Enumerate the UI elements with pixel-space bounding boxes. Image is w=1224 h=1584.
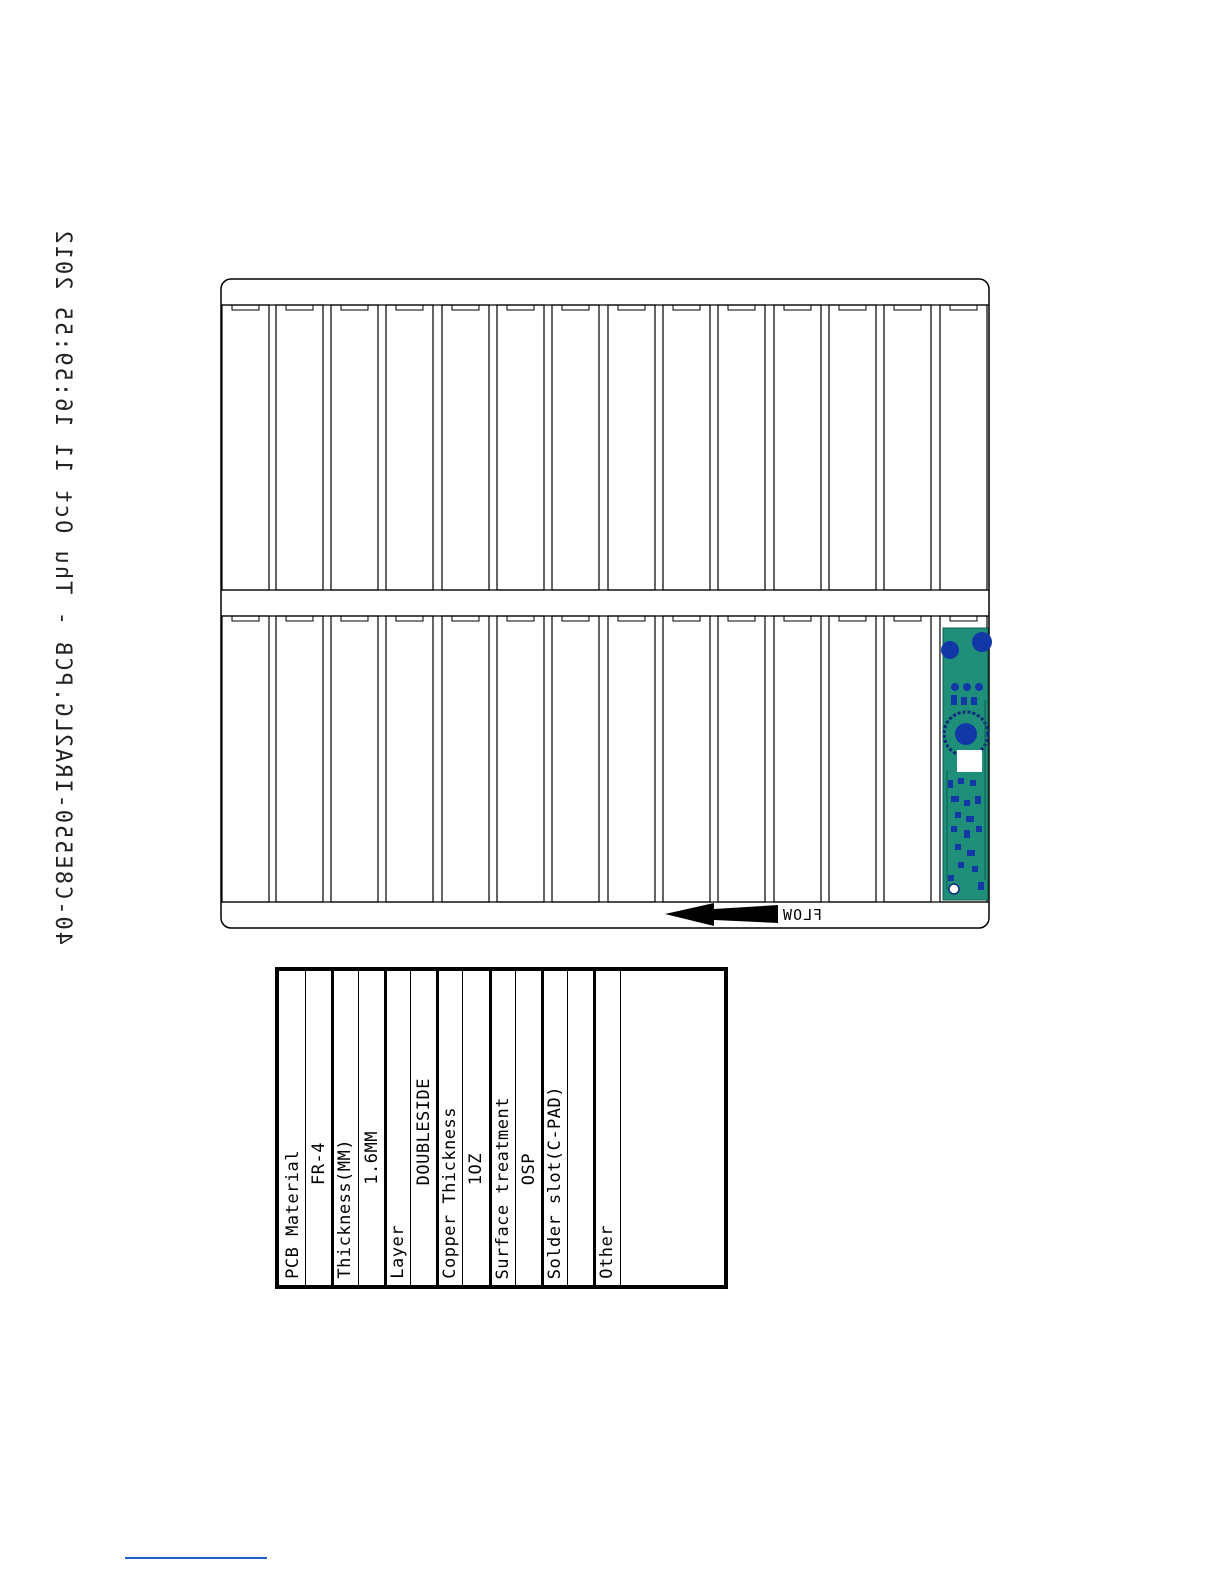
pcb-spec-table <box>275 967 728 1289</box>
spec-value-cell <box>410 971 439 1285</box>
mounting-pad-left <box>941 641 959 659</box>
flow-label: FLOW <box>782 906 823 924</box>
side-label: 40-C8E550-IRA2LG.PCB - Thu Oct 11 16:59:55 2012 <box>50 228 75 945</box>
spec-label-cell <box>593 971 620 1285</box>
mounting-pad-right <box>972 632 992 652</box>
spec-value-cell <box>515 971 544 1285</box>
spec-label-cell <box>436 971 463 1285</box>
spec-value: FR-4 <box>309 1142 330 1185</box>
spec-label: Copper Thickness <box>440 1107 461 1279</box>
spec-label: Other <box>597 1225 618 1279</box>
spec-value-cell <box>305 971 334 1285</box>
spec-label-cell <box>489 971 516 1285</box>
spec-value-cell <box>358 971 387 1285</box>
spec-label-cell <box>331 971 358 1285</box>
spec-value: 1OZ <box>466 1152 487 1185</box>
bottom-link-line <box>125 1557 267 1559</box>
spec-label-cell <box>384 971 411 1285</box>
spec-label-cell <box>541 971 568 1285</box>
spec-label-cell <box>279 971 306 1285</box>
spec-value: OSP <box>518 1152 539 1185</box>
spec-value: 1.6MM <box>361 1131 382 1185</box>
spec-value-cell <box>567 971 596 1285</box>
spec-label: Solder slot(C-PAD) <box>545 1085 565 1279</box>
panel-outline <box>221 279 989 928</box>
spec-value-cell <box>462 971 491 1285</box>
spec-label: Layer <box>387 1225 408 1279</box>
spec-label: Thickness(MM) <box>335 1139 356 1279</box>
sensor-pad <box>955 723 977 745</box>
spec-value: DOUBLESIDE <box>414 1077 434 1185</box>
spec-label: PCB Material <box>283 1150 303 1279</box>
populated-board <box>941 628 992 900</box>
spec-label: Surface treatment <box>492 1096 513 1279</box>
